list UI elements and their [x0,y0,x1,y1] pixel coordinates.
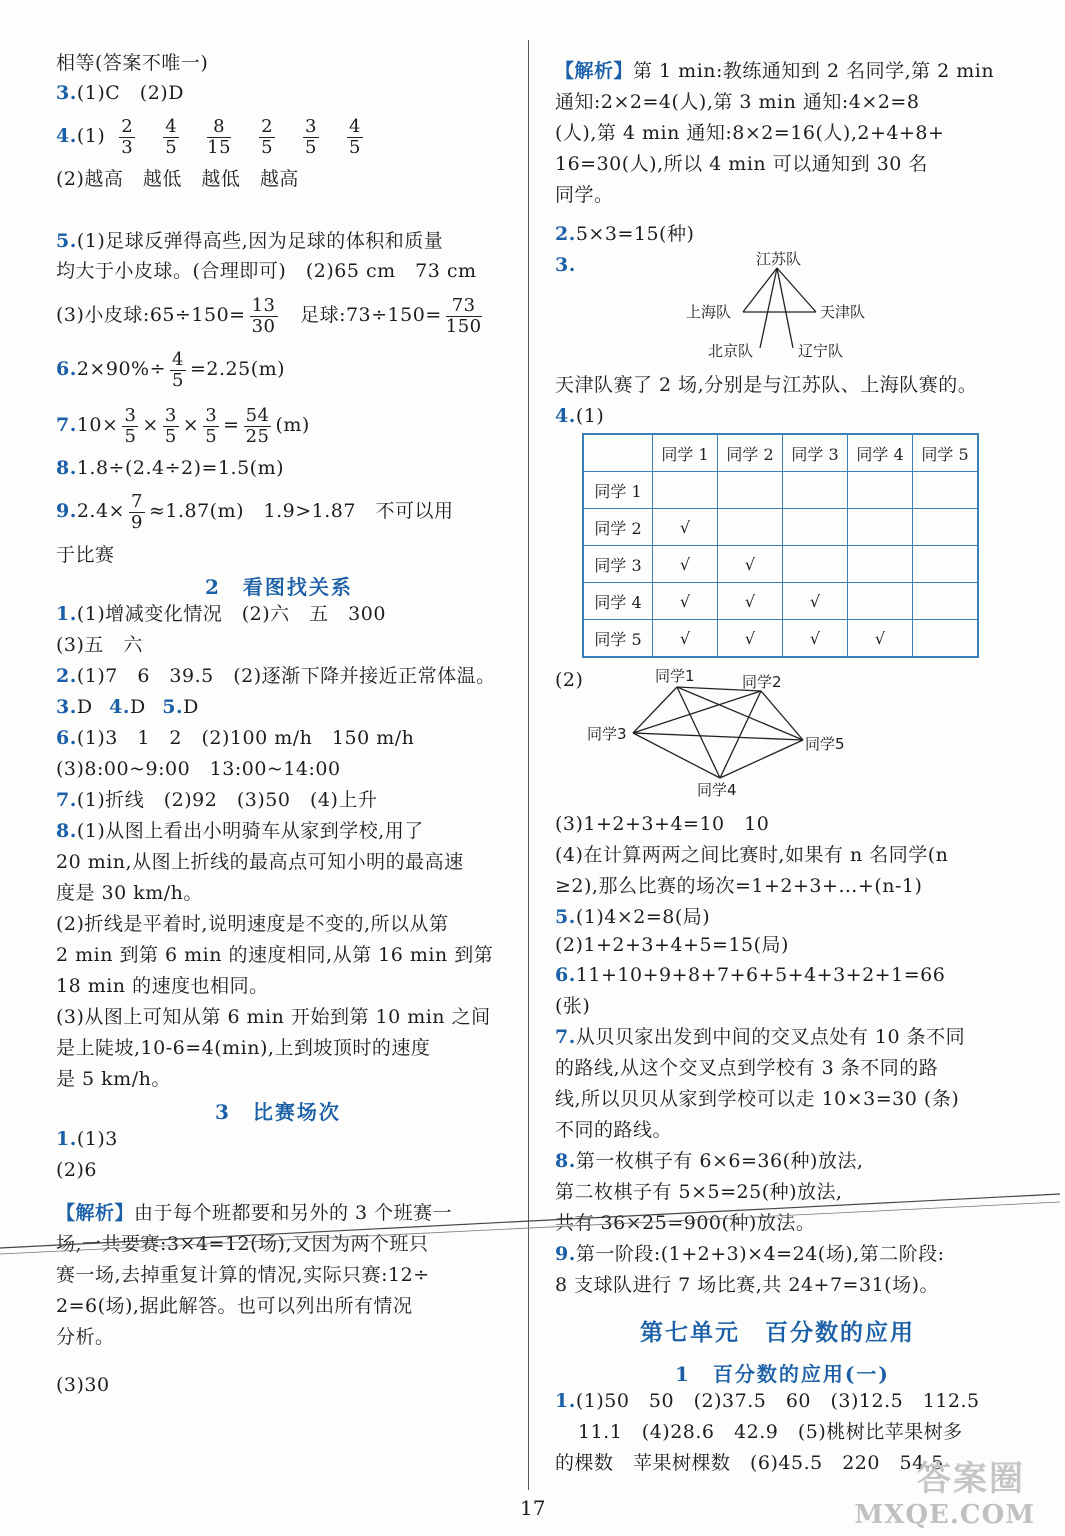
table-cell [913,620,979,658]
r-q7b: 的路线,从这个交叉点到学校有 3 条不同的路 [555,1057,939,1079]
table-row [583,509,978,546]
r-q3-num: 3. [555,254,576,276]
table-header-cell: 同学 3 [783,434,848,472]
table-cell: √ [848,620,913,658]
table-corner [583,434,653,472]
table-cell: √ [653,620,718,658]
r-q6b: (张) [555,995,591,1017]
student-5: 同学5 [805,735,845,753]
r-analysis-5: 同学。 [555,184,614,206]
r-q7a: 7.从贝贝家出发到中间的交叉点处有 10 条不同 [555,1026,966,1048]
s2-q8e: 2 min 到第 6 min 的速度相同,从第 16 min 到第 [56,944,494,966]
s3-q1b: (2)6 [56,1159,98,1181]
table-cell [783,546,848,583]
r-q8b: 第二枚棋子有 5×5=25(种)放法, [555,1181,843,1203]
table-cell: √ [653,546,718,583]
table-row [583,583,978,620]
analysis-line1: 【解析】由于每个班都要和另外的 3 个班赛一 [56,1202,453,1224]
table-cell [783,509,848,546]
table-row-label: 同学 2 [583,509,653,546]
r-q5-2: (2)1+2+3+4+5=15(局) [555,934,789,956]
question-8: 8.1.8÷(2.4÷2)=1.5(m) [56,457,285,479]
r-analysis-2: 通知:2×2=4(人),第 3 min 通知:4×2=8 [555,91,920,113]
watermark-url: MXQE.COM [854,1500,1035,1530]
fraction: $\frac{13}{30}$ [251,294,276,337]
fraction: $\frac{2}{5}$ [261,115,274,158]
student-4: 同学4 [697,781,737,799]
fraction: $\frac{3}{5}$ [305,115,317,158]
column-divider [528,40,529,1490]
student-match-diagram [585,665,875,800]
s2-q1: 1.(1)增减变化情况 (2)六 五 300 [56,603,386,625]
r-q3-text: 天津队赛了 2 场,分别是与江苏队、上海队赛的。 [555,374,978,396]
r-q2: 2.5×3=15(种) [555,223,695,245]
question-4-part2: (2)越高 越低 越低 越高 [56,168,299,190]
s2-q8b: 20 min,从图上折线的最高点可知小明的最高速 [56,851,464,873]
section-heading-2: 2 看图找关系 [205,575,353,599]
table-cell [913,546,979,583]
table-cell: √ [653,509,718,546]
watermark-logo: 答案圈 [917,1459,1025,1499]
fraction: $\frac{3}{5}$ [164,404,177,447]
r-q5-1: 5.(1)4×2=8(局) [555,906,711,928]
table-row-label: 同学 1 [583,472,653,509]
question-9-cont: 于比赛 [56,544,115,566]
fraction: $\frac{3}{5}$ [205,404,218,447]
fraction: $\frac{4}{5}$ [348,115,361,158]
table-cell: √ [653,583,718,620]
page-number: 17 [520,1496,546,1520]
s2-q8a: 8.(1)从图上看出小明骑车从家到学校,用了 [56,820,424,842]
unit-7-heading: 第七单元 百分数的应用 [640,1319,915,1346]
s2-q8h: 是上陡坡,10-6=4(min),上到坡顶时的速度 [56,1037,431,1059]
r-q7c: 线,所以贝贝从家到学校可以走 10×3=30 (条) [555,1088,960,1110]
r-analysis-1: 【解析】第 1 min:教练通知到 2 名同学,第 2 min [555,60,995,82]
table-cell [848,509,913,546]
question-9: 9.2.4× $\frac{7}{9}$ ≈1.87(m) 1.9>1.87 不可以用 [56,490,454,533]
team-shanghai: 上海队 [686,303,732,321]
r-q4-4b: ≥2),那么比赛的场次=1+2+3+…+(n-1) [555,875,923,897]
r-q4-2: (2) [555,669,584,691]
r-u7-q1a: 1.(1)50 50 (2)37.5 60 (3)12.5 112.5 [555,1390,980,1412]
s3-q3: (3)30 [56,1374,110,1396]
s2-q2: 2.(1)7 6 39.5 (2)逐渐下降并接近正常体温。 [56,665,496,687]
s2-q8d: (2)折线是平着时,说明速度是不变的,所以从第 [56,913,449,935]
s2-q7: 7.(1)折线 (2)92 (3)50 (4)上升 [56,789,378,811]
table-cell [913,509,979,546]
match-table [582,433,979,658]
table-cell [783,472,848,509]
question-5-line1: 5.(1)足球反弹得高些,因为足球的体积和质量 [56,230,444,252]
team-jiangsu: 江苏队 [756,250,802,268]
r-q9a: 9.第一阶段:(1+2+3)×4=24(场),第二阶段: [555,1243,945,1265]
fraction: $\frac{4}{5}$ [165,115,178,158]
s2-q8f: 18 min 的速度也相同。 [56,975,269,997]
table-header-cell: 同学 5 [913,434,979,472]
r-u7-q1c: 的棵数 苹果树棵数 (6)45.5 220 54.5 [555,1452,944,1474]
table-cell: √ [783,620,848,658]
question-5-line2: 均大于小皮球。(合理即可) (2)65 cm 73 cm [56,260,477,282]
table-cell [718,472,783,509]
fraction: $\frac{4}{5}$ [172,348,184,391]
s2-q8c: 度是 30 km/h。 [56,882,203,904]
r-q4-4a: (4)在计算两两之间比赛时,如果有 n 名同学(n [555,844,949,866]
r-q8a: 8.第一枚棋子有 6×6=36(种)放法, [555,1150,864,1172]
table-cell [653,472,718,509]
s2-q6: 6.(1)3 1 2 (2)100 m/h 150 m/h [56,727,415,749]
table-header-cell: 同学 4 [848,434,913,472]
question-7: 7.10× $\frac{3}{5}$ × $\frac{3}{5}$ × $\frac{3}{5}$ = $\frac{54}{25}$ (m) [56,404,310,447]
table-cell [913,472,979,509]
section-heading-7-1: 1 百分数的应用(一) [675,1362,890,1386]
team-liaoning: 辽宁队 [798,342,844,360]
table-cell [848,472,913,509]
fraction: $\frac{54}{25}$ [245,404,270,447]
analysis-line2: 场,一共要赛:3×4=12(场),又因为两个班只 [56,1233,429,1255]
student-1: 同学1 [655,667,695,685]
analysis-line3: 赛一场,去掉重复计算的情况,实际只赛:12÷ [56,1264,430,1286]
r-u7-q1b: 11.1 (4)28.6 42.9 (5)桃树比苹果树多 [578,1421,963,1443]
s2-q8i: 是 5 km/h。 [56,1068,171,1090]
student-3: 同学3 [587,725,627,743]
table-cell: √ [718,583,783,620]
table-row [583,546,978,583]
fraction: $\frac{7}{9}$ [130,490,143,533]
r-q8c: 共有 36×25=900(种)放法。 [555,1212,816,1234]
s3-q1: 1.(1)3 [56,1128,118,1150]
table-cell: √ [718,620,783,658]
table-row [583,472,978,509]
fraction: $\frac{2}{3}$ [121,115,134,158]
team-match-diagram [680,248,900,363]
table-cell: √ [718,546,783,583]
fraction: $\frac{3}{5}$ [124,404,137,447]
analysis-line4: 2=6(场),据此解答。也可以列出所有情况 [56,1295,413,1317]
fraction: $\frac{73}{150}$ [445,294,482,337]
r-analysis-4: 16=30(人),所以 4 min 可以通知到 30 名 [555,153,928,175]
continued-text: 相等(答案不唯一) [56,52,209,74]
analysis-line5: 分析。 [56,1326,115,1348]
r-q7d: 不同的路线。 [555,1119,673,1141]
student-2: 同学2 [742,673,782,691]
page-crease [0,1180,1065,1260]
r-analysis-3: (人),第 4 min 通知:8×2=16(人),2+4+8+ [555,122,945,144]
question-3: 3.(1)C (2)D [56,82,184,104]
table-header-cell: 同学 2 [718,434,783,472]
table-row-label: 同学 5 [583,620,653,658]
r-q9b: 8 支球队进行 7 场比赛,共 24+7=31(场)。 [555,1274,939,1296]
table-cell [848,546,913,583]
question-5-line3: (3)小皮球:65÷150= $\frac{13}{30}$ 足球:73÷150= $\frac{73}{150}$ [56,294,482,337]
table-cell [718,509,783,546]
table-header-cell: 同学 1 [653,434,718,472]
question-4-part1: 4.(1) $\frac{2}{3}$ $\frac{4}{5}$ $\frac{8}{15}$ $\frac{2}{5}$ $\frac{3}{5}$ $\frac{4}{5}$ [56,115,361,158]
table-row-label: 同学 4 [583,583,653,620]
table-row [583,620,978,658]
team-tianjin: 天津队 [820,303,866,321]
s2-q6b: (3)8:00~9:00 13:00~14:00 [56,758,341,780]
r-q4-3: (3)1+2+3+4=10 10 [555,813,770,835]
team-beijing: 北京队 [708,342,754,360]
table-cell: √ [783,583,848,620]
s2-q3-5: 3.D 4.D 5.D [56,696,199,718]
s2-q8g: (3)从图上可知从第 6 min 开始到第 10 min 之间 [56,1006,491,1028]
r-q4-1: 4.(1) [555,405,605,427]
r-q6a: 6.11+10+9+8+7+6+5+4+3+2+1=66 [555,964,946,986]
question-6: 6.2×90%÷ $\frac{4}{5}$ =2.25(m) [56,348,286,391]
table-row-label: 同学 3 [583,546,653,583]
fraction: $\frac{8}{15}$ [207,115,232,158]
table-cell [848,583,913,620]
table-cell [913,583,979,620]
s2-q1b: (3)五 六 [56,634,143,656]
section-heading-3: 3 比赛场次 [215,1100,341,1124]
